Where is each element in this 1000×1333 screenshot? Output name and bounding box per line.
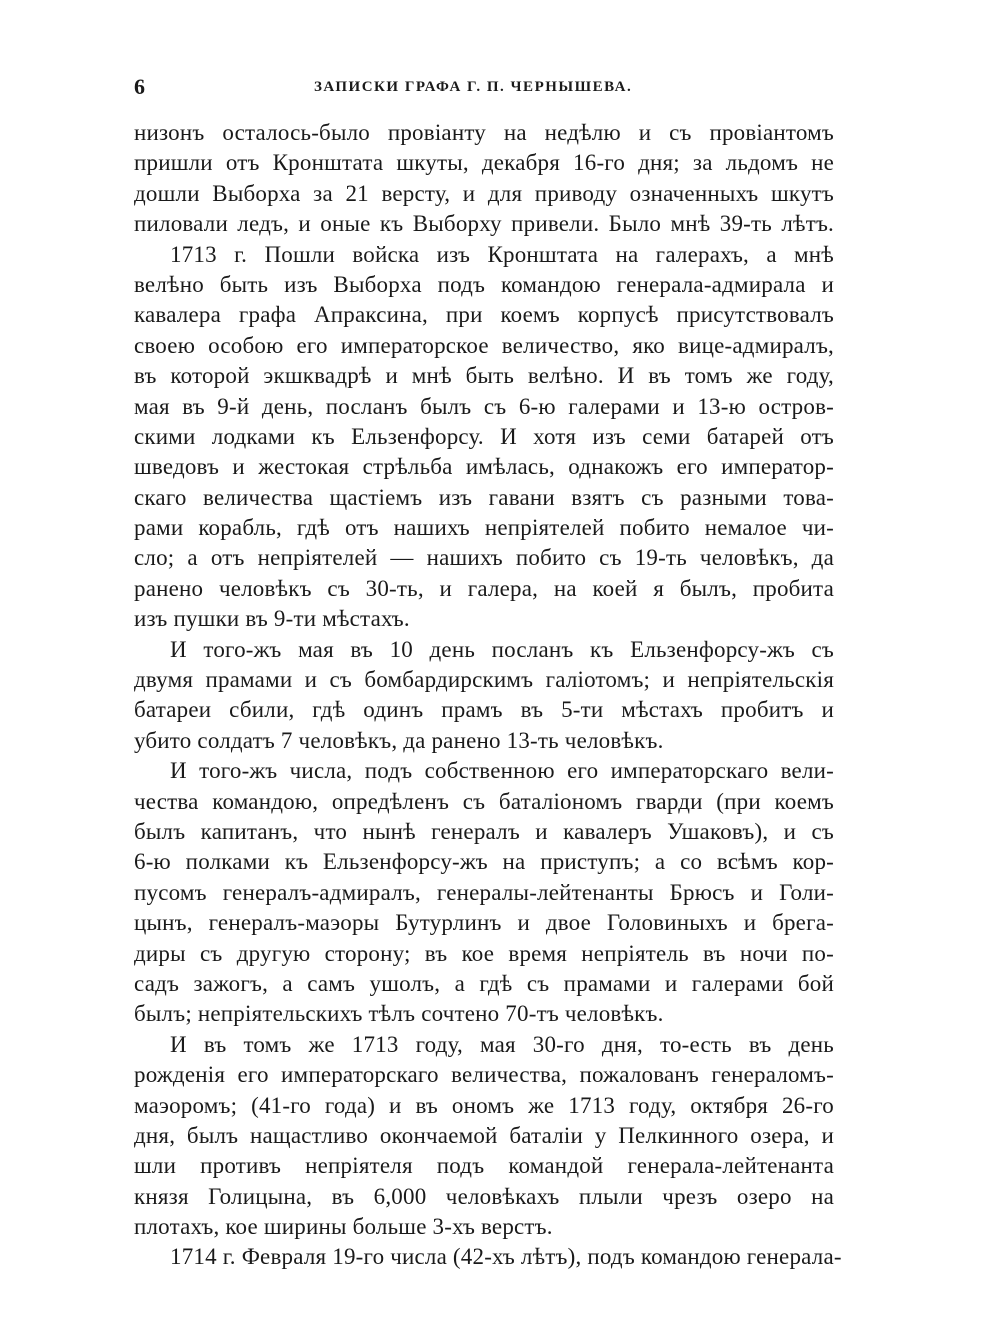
text-line: рожденія его императорскаго величества, пожалованъ генераломъ- (134, 1062, 834, 1088)
text-line: своею особою его императорское величество, яко вице-адмиралъ, (134, 332, 834, 358)
text-line: диры съ другую сторону; въ кое время непріятель въ ночи по- (134, 940, 834, 966)
text-line: пришли отъ Кронштата шкуты, декабря 16-го дня; за льдомъ не (134, 150, 834, 176)
text-line: былъ капитанъ, что нынѣ генералъ и кавалеръ Ушаковъ), и съ (134, 818, 834, 844)
text-line: И въ томъ же 1713 году, мая 30-го дня, то-есть въ день (170, 1031, 834, 1057)
text-line: пиловали ледъ, и оные къ Выборху привели. Было мнѣ 39-ть лѣтъ. (134, 211, 834, 237)
text-line: 1713 г. Пошли войска изъ Кронштата на галерахъ, а мнѣ (170, 241, 834, 267)
text-line: изъ пушки въ 9-ти мѣстахъ. (134, 606, 410, 632)
text-line: 6-ю полками къ Ельзенфорсу-жъ на приступъ; а со всѣмъ кор- (134, 849, 834, 875)
text-line: плотахъ, кое ширины больше 3-хъ верстъ. (134, 1214, 553, 1240)
body-text (134, 118, 842, 1273)
text-line: низонъ осталось-было провіанту на недѣлю и съ провіантомъ (134, 120, 834, 145)
text-line: шли противъ непріятеля подъ командой генерала-лейтенанта (134, 1153, 834, 1179)
text-line: сло; а отъ непріятелей — нашихъ побито съ 19-ть человѣкъ, да (134, 545, 834, 571)
text-line: дошли Выборха за 21 версту, и для приводу означенныхъ шкутъ (134, 180, 834, 206)
text-line: шведовъ и жестокая стрѣльба имѣлась, однакожъ его император- (134, 454, 834, 480)
text-line: мая въ 9-й день, посланъ былъ съ 6-ю галерами и 13-ю остров- (134, 393, 834, 419)
text-line: чества командою, опредѣленъ съ баталіономъ гварди (при коемъ (134, 788, 834, 814)
text-line: И того-жъ мая въ 10 день посланъ къ Ельзенфорсу-жъ съ (170, 636, 834, 662)
text-line: скаго величества щастіемъ изъ гавани взятъ съ разными това- (134, 484, 834, 510)
text-line: былъ; непріятельскихъ тѣлъ сочтено 70-тъ человѣкъ. (134, 1001, 664, 1027)
text-line: велѣно быть изъ Выборха подъ командою генерала-адмирала и (134, 271, 834, 297)
page-header (134, 72, 834, 102)
text-line: скими лодками къ Ельзенфорсу. И хотя изъ семи батарей отъ (134, 423, 834, 449)
text-line: въ которой экшквадрѣ и мнѣ быть велѣно. И въ томъ же году, (134, 363, 834, 389)
text-line: 1714 г. Февраля 19-го числа (42-хъ лѣтъ), подъ командою генерала- (170, 1244, 842, 1270)
text-line: цынъ, генералъ-маэоры Бутурлинъ и двое Головиныхъ и брега- (134, 910, 834, 936)
text-line: маэоромъ; (41-го года) и въ ономъ же 1713 году, октября 26-го (134, 1092, 834, 1118)
text-line: убито солдатъ 7 человѣкъ, да ранено 13-ть человѣкъ. (134, 727, 664, 753)
text-line: ранено человѣкъ съ 30-ть, и галера, на коей я былъ, пробита (134, 575, 834, 601)
text-line: батареи сбили, гдѣ одинъ прамъ въ 5-ти мѣстахъ пробитъ и (134, 697, 834, 723)
running-head: ЗАПИСКИ ГРАФА Г. П. ЧЕРНЫШЕВА. (314, 79, 633, 95)
text-line: двумя прамами и съ бомбардирскимъ галіотомъ; и непріятельскія (134, 667, 834, 693)
text-line: кавалера графа Апраксина, при коемъ корпусѣ присутствовалъ (134, 302, 834, 328)
text-line: И того-жъ числа, подъ собственною его императорскаго вели- (170, 758, 834, 784)
text-line: садъ зажогъ, а самъ ушолъ, а гдѣ съ прамами и галерами бой (134, 970, 834, 996)
text-line: дня, былъ нащастливо окончаемой баталіи у Пелкинного озера, и (134, 1122, 834, 1148)
text-line: пусомъ генералъ-адмиралъ, генералы-лейтенанты Брюсъ и Голи- (134, 879, 834, 905)
page-number: 6 (134, 74, 145, 99)
text-line: рами корабль, гдѣ отъ нашихъ непріятелей побито немалое чи- (134, 515, 834, 541)
text-line: князя Голицына, въ 6,000 человѣкахъ плыли чрезъ озеро на (134, 1183, 834, 1209)
